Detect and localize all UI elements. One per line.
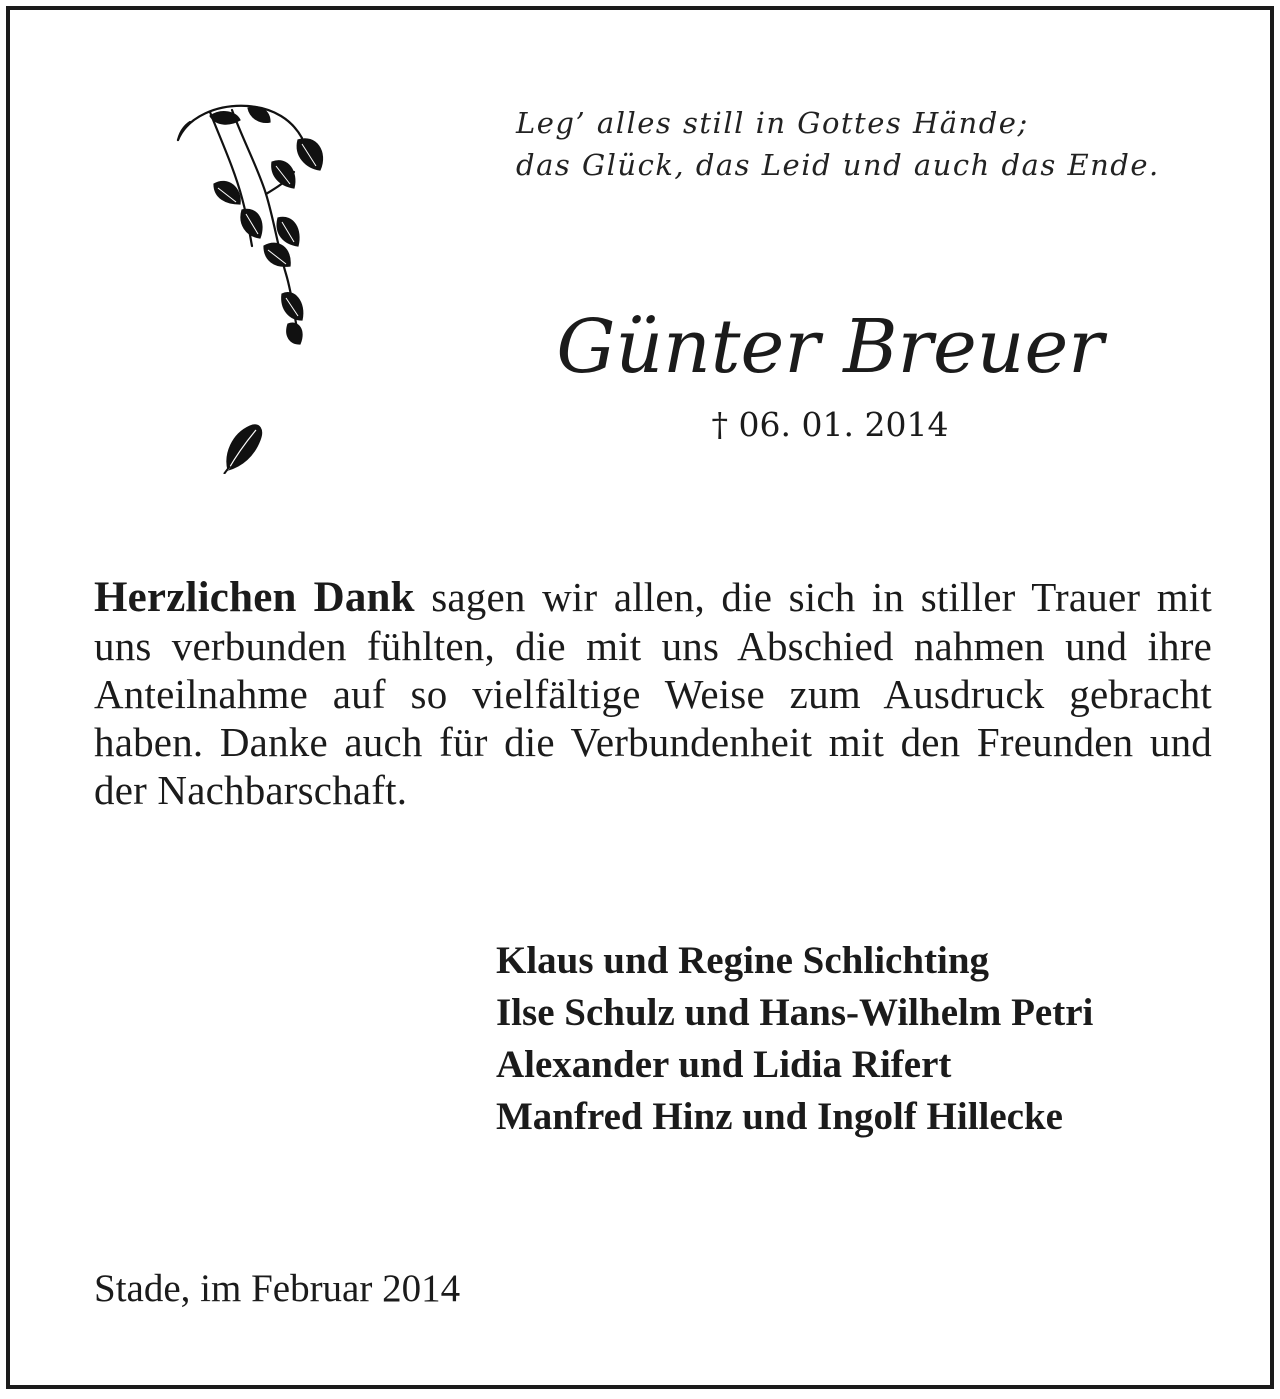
verse-line: das Glück, das Leid und auch das Ende. (516, 148, 1160, 182)
birch-branch-icon (170, 98, 340, 348)
verse-line: Leg’ alles still in Gottes Hände; (516, 106, 1029, 140)
signer-line: Alexander und Lidia Rifert (496, 1043, 952, 1086)
notice-frame (6, 6, 1274, 1389)
signer-line: Klaus und Regine Schlichting (496, 939, 990, 982)
falling-leaf-icon (220, 418, 266, 474)
signers-list (496, 935, 1236, 1143)
signer-line: Ilse Schulz und Hans-Wilhelm Petri (496, 991, 1094, 1034)
signer-line: Manfred Hinz und Ingolf Hillecke (496, 1095, 1063, 1138)
deceased-name: Günter Breuer (556, 304, 1104, 390)
place-date: Stade, im Februar 2014 (94, 1267, 461, 1310)
thanks-paragraph (94, 573, 1212, 814)
verse (516, 102, 1246, 186)
thanks-body: sagen wir allen, die sich in stiller Trauer mit uns verbunden fühlten, die mit uns Abschied nahmen und ihre Anteilnahme auf so vielfältige Weise zum Ausdruck gebracht haben. Danke auch für die Verbundenheit mit den Freunden und der Nachbarschaft. (94, 574, 1212, 813)
thanks-lead: Herzlichen Dank (94, 574, 415, 621)
death-date: † 06. 01. 2014 (711, 405, 949, 444)
